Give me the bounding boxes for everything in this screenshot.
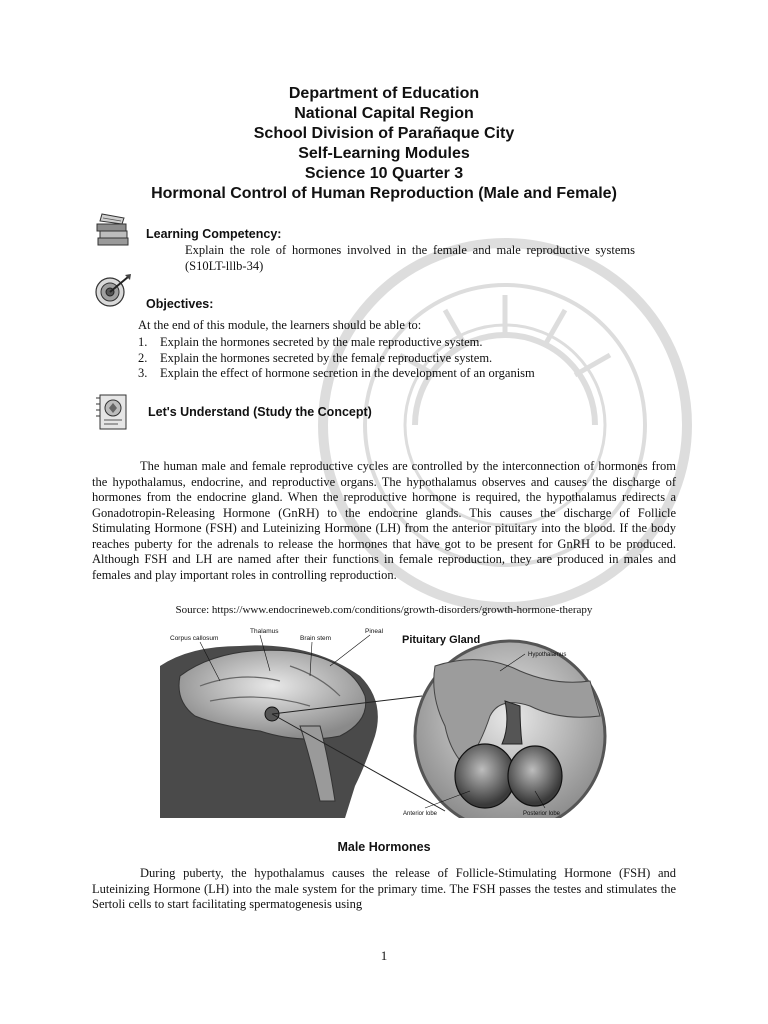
page-number: 1	[380, 948, 388, 963]
header-division: School Division of Parañaque City	[253, 125, 515, 142]
male-hormones-title: Male Hormones	[337, 840, 431, 854]
objective-text: Explain the hormones secreted by the male reproductive system.	[160, 335, 483, 349]
concept-paragraph: The human male and female reproductive cycles are controlled by the interconnection of hormones from the hypothalamus, endocrine, and reproductive organs. The hypothalamus observes and causes the discharge of hormones from the endocrine gland. When the reproductive hormone is required, the hypothalamus redirects a Gonadotropin-Releasing Hormone (GnRH) to the endocrine glands. This causes the discharge of Follicle Stimulating Hormone (FSH) and Luteinizing Hormone (LH) from the anterior pituitary into the blood. If the body reaches puberty for the adrenals to release the hormones that have got to be present for GnRH to be produced. Although FSH and LH are named after their functions in female reproduction, they are produced in males and females and play important roles in controlling reproduction.	[92, 459, 676, 582]
source-citation: Source: https://www.endocrineweb.com/conditions/growth-disorders/growth-hormone-therapy	[175, 604, 593, 616]
header-department: Department of Education	[288, 85, 480, 102]
label-pineal: Pineal	[365, 628, 384, 635]
competency-text: Explain the role of hormones involved in the female and male reproductive systems (S10LT-lllb-34)	[185, 243, 635, 273]
competency-title: Learning Competency:	[146, 227, 282, 241]
objectives-title: Objectives:	[146, 297, 214, 311]
header-region: National Capital Region	[294, 105, 474, 122]
objective-number: 1.	[138, 335, 148, 349]
label-posterior-lobe: Posterior lobe	[523, 811, 561, 817]
objective-text: Explain the effect of hormone secretion in the development of an organism	[160, 366, 535, 380]
label-thalamus: Thalamus	[250, 628, 279, 635]
pituitary-gland-illustration	[160, 626, 610, 818]
target-icon	[94, 272, 134, 312]
document-header	[60, 84, 708, 204]
male-hormones-paragraph: During puberty, the hypothalamus causes the release of Follicle-Stimulating Hormone (FSH) and Luteinizing Hormone (LH) into the male system for the primary time. The FSH passes the testes and stimulates the Sertoli cells to start facilitating spermatogenesis using	[92, 866, 676, 911]
label-brain-stem: Brain stem	[300, 635, 332, 642]
label-hypothalamus: Hypothalamus	[528, 652, 567, 658]
header-title: Hormonal Control of Human Reproduction (Male and Female)	[151, 185, 617, 202]
study-document-icon	[94, 392, 134, 432]
understand-title: Let's Understand (Study the Concept)	[148, 405, 372, 419]
header-module: Self-Learning Modules	[298, 145, 470, 162]
figure-title: Pituitary Gland	[402, 634, 481, 646]
objective-number: 3.	[138, 366, 148, 380]
objective-text: Explain the hormones secreted by the female reproductive system.	[160, 350, 493, 365]
header-subject: Science 10 Quarter 3	[304, 165, 464, 182]
label-corpus-callosum: Corpus callosum	[170, 635, 219, 642]
objectives-intro: At the end of this module, the learners should be able to:	[138, 318, 422, 332]
label-anterior-lobe: Anterior lobe	[403, 811, 438, 817]
books-icon	[94, 210, 134, 250]
objective-number: 2.	[138, 350, 148, 365]
